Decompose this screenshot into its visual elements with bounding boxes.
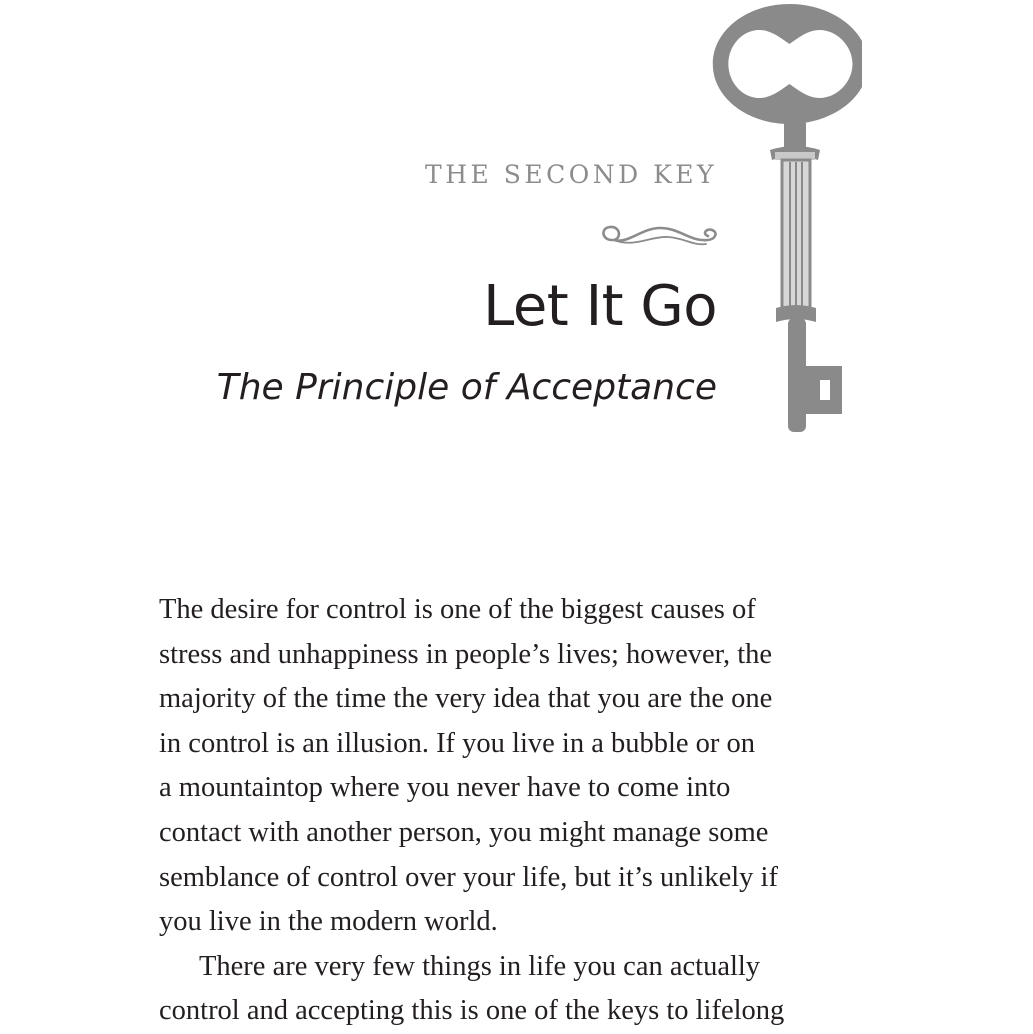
text-line: a mountaintop where you never have to come into <box>159 772 731 804</box>
paragraph <box>159 588 849 945</box>
text-line: contact with another person, you might manage some <box>159 816 769 848</box>
paragraph <box>159 945 849 1034</box>
chapter-label: THE SECOND KEY <box>425 160 717 189</box>
text-line: in control is an illusion. If you live in a bubble or on <box>159 727 756 759</box>
chapter-subtitle: The Principle of Acceptance <box>216 367 717 408</box>
text-line: stress and unhappiness in people’s lives; however, the <box>159 638 773 670</box>
chapter-title: Let It Go <box>483 274 717 339</box>
text-line: The desire for control is one of the biggest causes of <box>159 594 756 625</box>
body-text <box>159 588 849 1034</box>
text-line: control and accepting this is one of the keys to lifelong <box>159 995 785 1027</box>
text-line: There are very few things in life you can actually <box>199 950 761 982</box>
text-line: majority of the time the very idea that you are the one <box>159 683 773 715</box>
text-line: you live in the modern world. <box>159 906 498 938</box>
skeleton-key-icon <box>712 0 862 440</box>
swirl-ornament-icon <box>598 218 720 252</box>
text-line: semblance of control over your life, but it’s unlikely if <box>159 861 778 893</box>
